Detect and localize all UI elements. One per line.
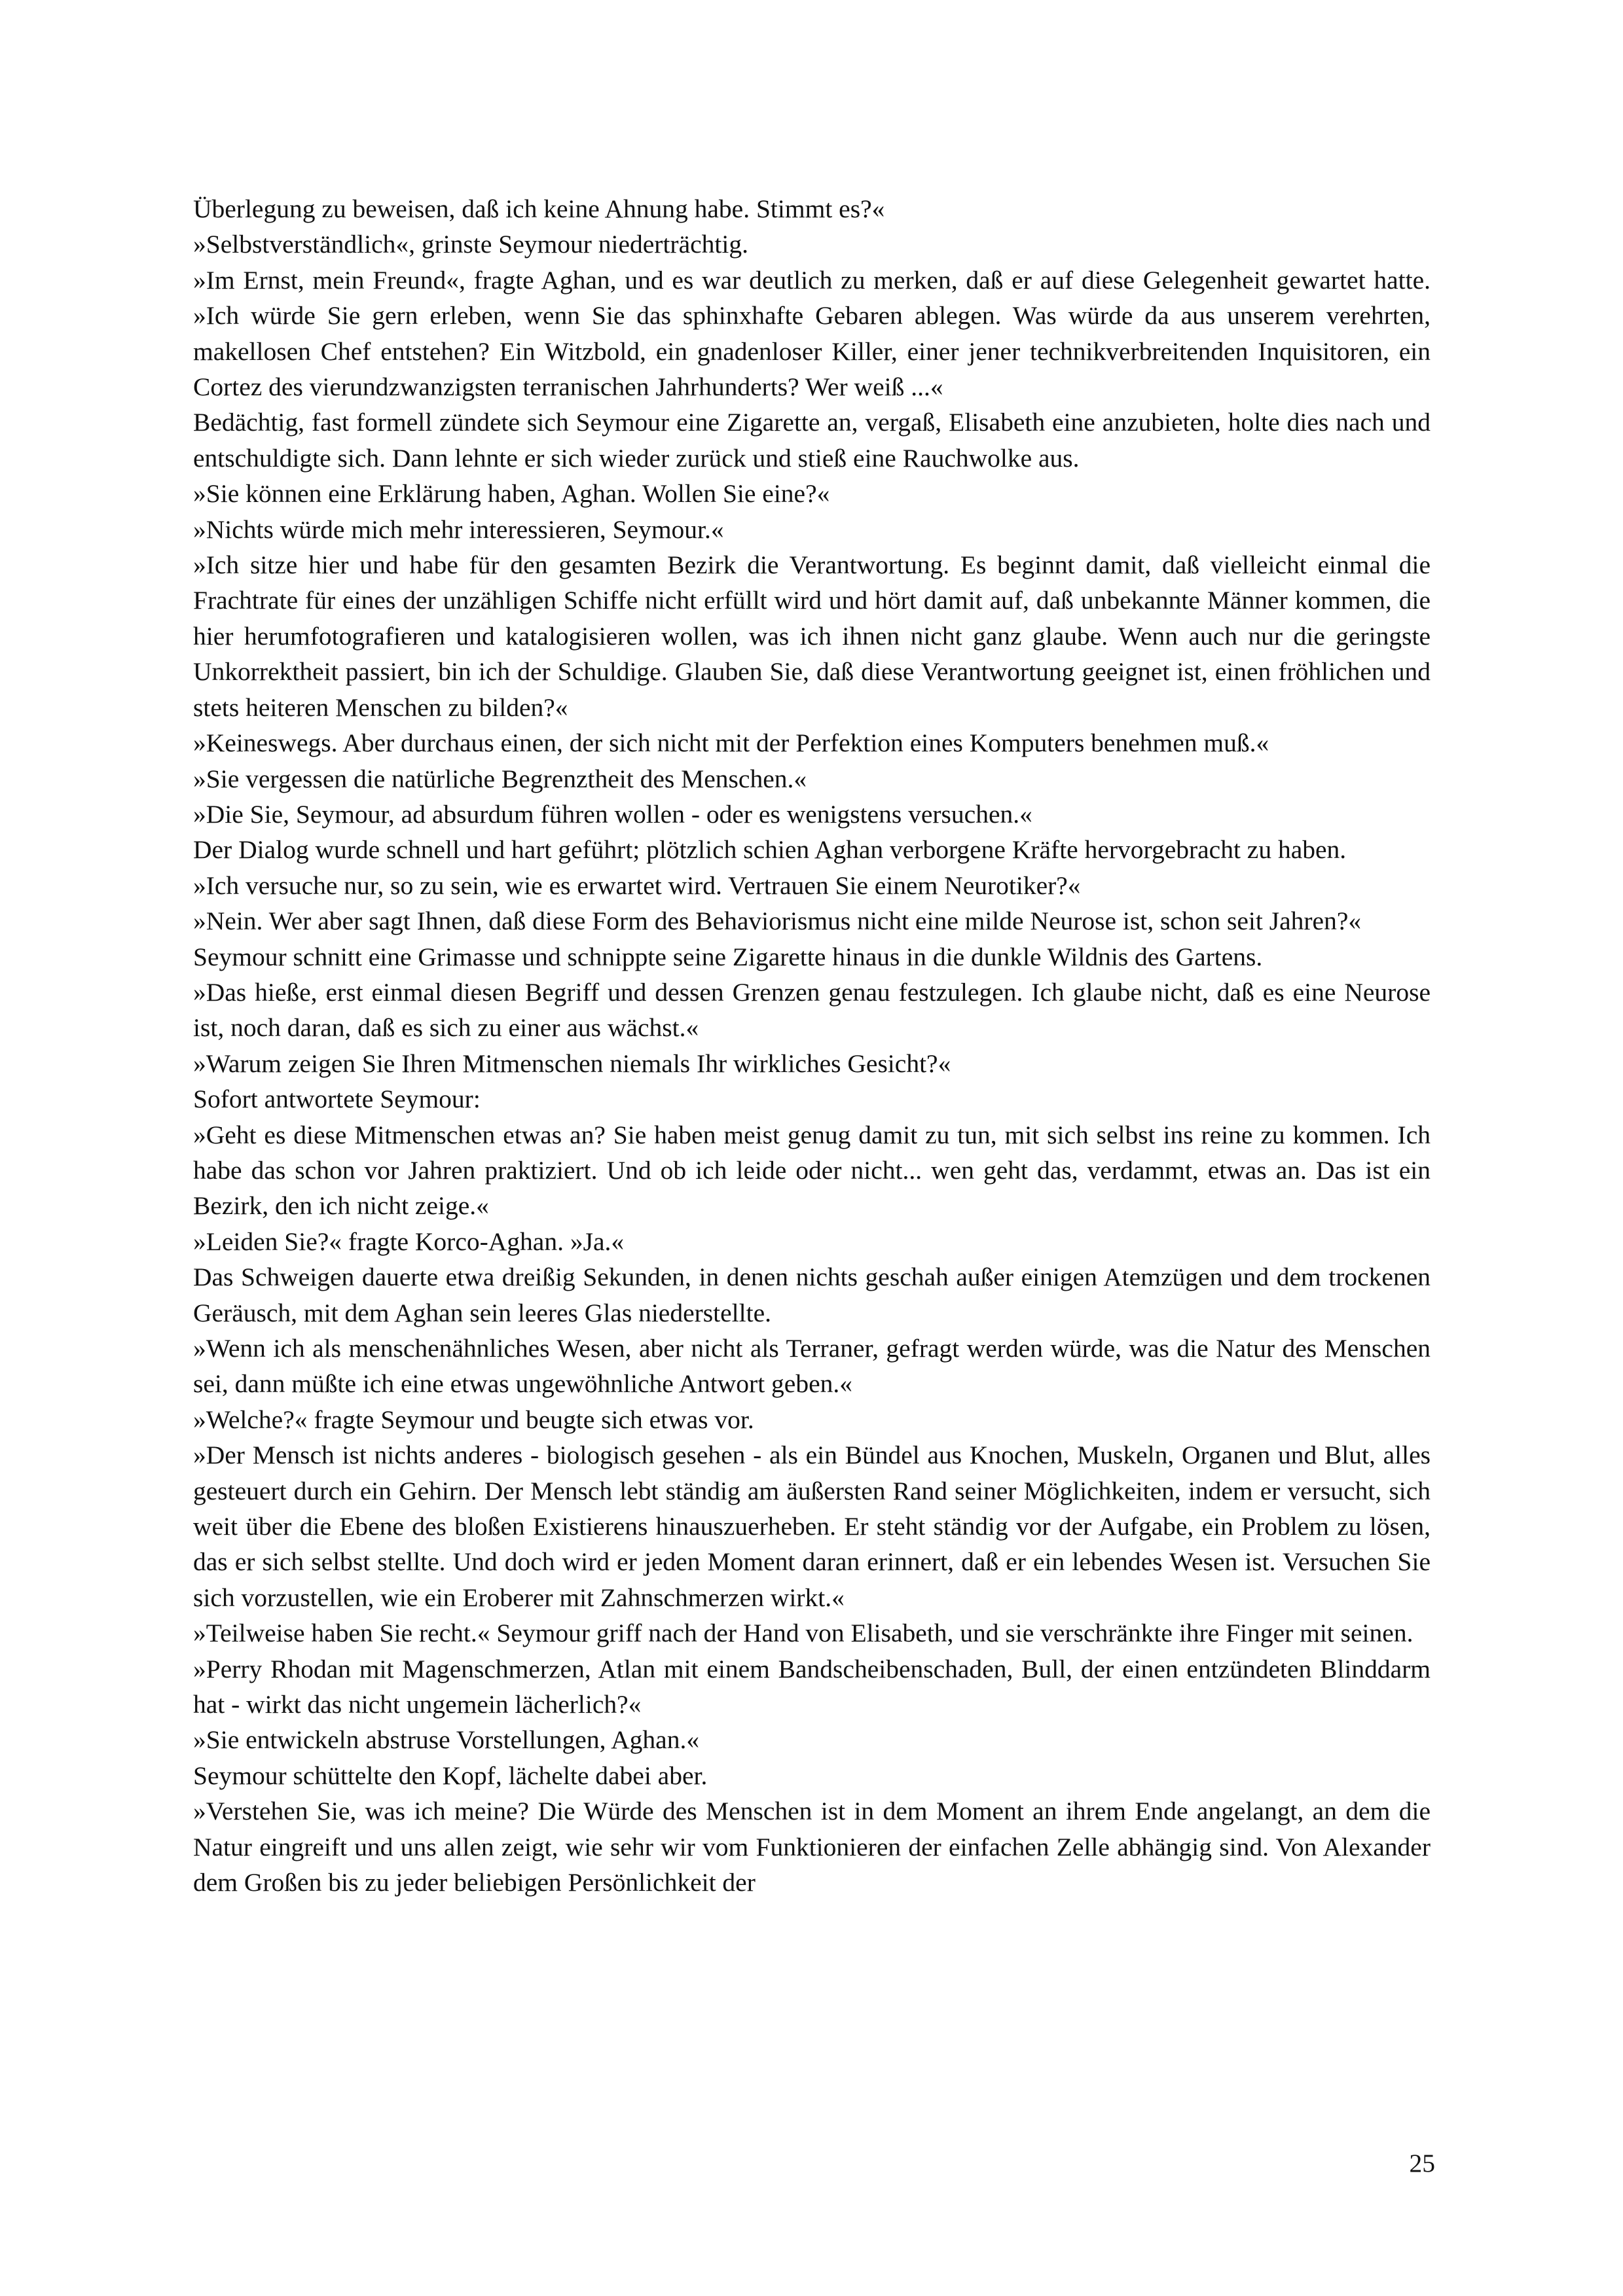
- paragraph: »Sie vergessen die natürliche Begrenztheit des Menschen.«: [193, 764, 807, 793]
- paragraph: »Im Ernst, mein Freund«, fragte Aghan, und es war deutlich zu merken, daß er auf diese Gelegenheit gewartet hatte. »Ich würde Sie gern erleben, wenn Sie das sphinxhafte Gebaren ablegen. Was würde da aus unserem verehrten, makellosen Chef entstehen? Ein Witzbold, ein gnadenloser Killer, einer jener technikverbreitenden Inquisitoren, ein Cortez des vierundzwanzigsten terranischen Jahrhunderts? Wer weiß ...«: [193, 265, 1431, 402]
- paragraph: »Sie entwickeln abstruse Vorstellungen, Aghan.«: [193, 1725, 700, 1755]
- paragraph: »Verstehen Sie, was ich meine? Die Würde des Menschen ist in dem Moment an ihrem Ende angelangt, an dem die Natur eingreift und uns allen zeigt, wie sehr wir vom Funktionieren der einfachen Zelle abhängig sind. Von Alexander dem Großen bis zu jeder beliebigen Persönlichkeit der: [193, 1797, 1431, 1897]
- paragraph: Sofort antwortete Seymour:: [193, 1085, 481, 1114]
- paragraph: »Der Mensch ist nichts anderes - biologisch gesehen - als ein Bündel aus Knochen, Muskeln, Organen und Blut, alles gesteuert durch ein Gehirn. Der Mensch lebt ständig am äußersten Rand seiner Möglichkeiten, indem er versucht, sich weit über die Ebene des bloßen Existierens hinauszuerheben. Er steht ständig vor der Aufgabe, ein Problem zu lösen, das er sich selbst stellte. Und doch wird er jeden Moment daran erinnert, daß er ein lebendes Wesen ist. Versuchen Sie sich vorzustellen, wie ein Eroberer mit Zahnschmerzen wirkt.«: [193, 1441, 1431, 1612]
- paragraph: Überlegung zu beweisen, daß ich keine Ahnung habe. Stimmt es?«: [193, 194, 885, 223]
- paragraph: »Perry Rhodan mit Magenschmerzen, Atlan mit einem Bandscheibenschaden, Bull, der einen entzündeten Blinddarm hat - wirkt das nicht ungemein lächerlich?«: [193, 1654, 1431, 1719]
- page-number: 25: [1409, 2149, 1435, 2178]
- paragraph: Bedächtig, fast formell zündete sich Seymour eine Zigarette an, vergaß, Elisabeth eine anzubieten, holte dies nach und entschuldigte sich. Dann lehnte er sich wieder zurück und stieß eine Rauchwolke aus.: [193, 408, 1431, 473]
- paragraph: Seymour schüttelte den Kopf, lächelte dabei aber.: [193, 1761, 708, 1790]
- paragraph: »Ich sitze hier und habe für den gesamten Bezirk die Verantwortung. Es beginnt damit, daß vielleicht einmal die Frachtrate für eines der unzähligen Schiffe nicht erfüllt wird und hört damit auf, daß unbekannte Männer kommen, die hier herumfotografieren und katalogisieren wollen, was ich ihnen nicht ganz glaube. Wenn auch nur die geringste Unkorrektheit passiert, bin ich der Schuldige. Glauben Sie, daß diese Verantwortung geeignet ist, einen fröhlichen und stets heiteren Menschen zu bilden?«: [193, 550, 1431, 722]
- paragraph: »Welche?« fragte Seymour und beugte sich etwas vor.: [193, 1405, 754, 1434]
- paragraph: »Nein. Wer aber sagt Ihnen, daß diese Form des Behaviorismus nicht eine milde Neurose ist, schon seit Jahren?«: [193, 906, 1362, 936]
- paragraph: Seymour schnitt eine Grimasse und schnippte seine Zigarette hinaus in die dunkle Wildnis des Gartens.: [193, 942, 1263, 971]
- paragraph: »Wenn ich als menschenähnliches Wesen, aber nicht als Terraner, gefragt werden würde, was die Natur des Menschen sei, dann müßte ich eine etwas ungewöhnliche Antwort geben.«: [193, 1334, 1431, 1399]
- paragraph: »Ich versuche nur, so zu sein, wie es erwartet wird. Vertrauen Sie einem Neurotiker?«: [193, 870, 1081, 900]
- paragraph: »Die Sie, Seymour, ad absurdum führen wollen - oder es wenigstens versuchen.«: [193, 799, 1032, 829]
- paragraph: Das Schweigen dauerte etwa dreißig Sekunden, in denen nichts geschah außer einigen Atemzügen und dem trockenen Geräusch, mit dem Aghan sein leeres Glas niederstellte.: [193, 1263, 1431, 1327]
- body-text: [193, 191, 1431, 1901]
- paragraph: Der Dialog wurde schnell und hart geführt; plötzlich schien Aghan verborgene Kräfte hervorgebracht zu haben.: [193, 835, 1347, 865]
- paragraph: »Warum zeigen Sie Ihren Mitmenschen niemals Ihr wirkliches Gesicht?«: [193, 1049, 951, 1078]
- paragraph: »Teilweise haben Sie recht.« Seymour griff nach der Hand von Elisabeth, und sie verschränkte ihre Finger mit seinen.: [193, 1619, 1413, 1648]
- paragraph: »Nichts würde mich mehr interessieren, Seymour.«: [193, 514, 724, 544]
- paragraph: »Sie können eine Erklärung haben, Aghan. Wollen Sie eine?«: [193, 479, 830, 509]
- paragraph: »Geht es diese Mitmenschen etwas an? Sie haben meist genug damit zu tun, mit sich selbst ins reine zu kommen. Ich habe das schon vor Jahren praktiziert. Und ob ich leide oder nicht... wen geht das, verdammt, etwas an. Das ist ein Bezirk, den ich nicht zeige.«: [193, 1120, 1431, 1221]
- paragraph: »Keineswegs. Aber durchaus einen, der sich nicht mit der Perfektion eines Komputers benehmen muß.«: [193, 728, 1269, 758]
- paragraph: »Selbstverständlich«, grinste Seymour niederträchtig.: [193, 230, 748, 259]
- paragraph: »Das hieße, erst einmal diesen Begriff und dessen Grenzen genau festzulegen. Ich glaube nicht, daß es eine Neurose ist, noch daran, daß es sich zu einer aus wächst.«: [193, 977, 1431, 1043]
- paragraph: »Leiden Sie?« fragte Korco-Aghan. »Ja.«: [193, 1227, 625, 1256]
